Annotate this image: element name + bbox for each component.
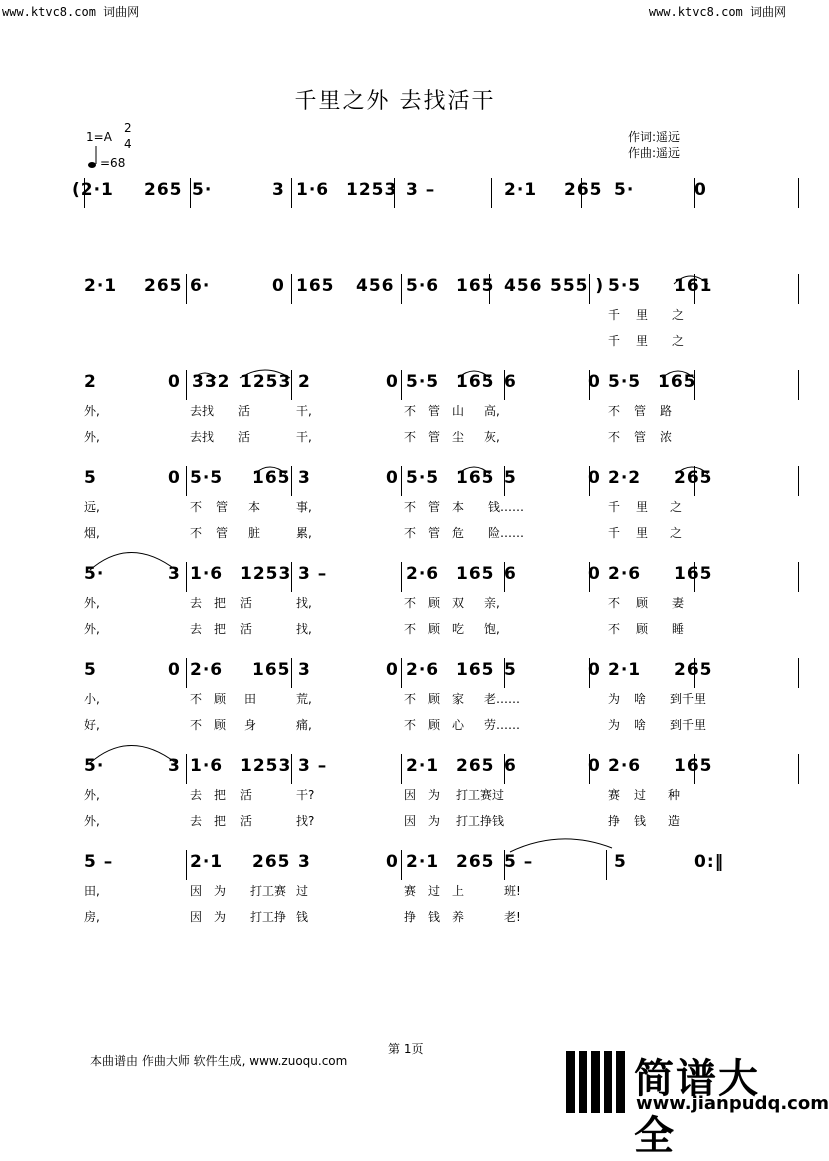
- lyric-syllable: 之: [672, 334, 685, 348]
- note-group: 2·1: [190, 852, 224, 872]
- note-group: 265: [674, 468, 713, 488]
- lyric-syllable: 打工赛: [250, 884, 287, 898]
- note-group: 5: [504, 468, 517, 488]
- lyric-syllable: 挣: [608, 814, 621, 828]
- lyric-syllable: 外,: [84, 404, 100, 418]
- note-group: (2·1: [72, 180, 114, 200]
- lyric-syllable: 管: [428, 500, 441, 514]
- lyric-syllable: 管: [216, 526, 229, 540]
- barline: [798, 274, 799, 304]
- lyric-syllable: 为: [428, 788, 441, 802]
- note-group: 265: [564, 180, 603, 200]
- barline: [798, 466, 799, 496]
- note-group: 0: [168, 468, 181, 488]
- note-group: 0: [386, 660, 399, 680]
- lyric-syllable: 因: [190, 884, 203, 898]
- note-group: 0: [386, 468, 399, 488]
- lyric-syllable: 顾: [214, 692, 227, 706]
- note-group: 5·5: [406, 372, 440, 392]
- note-group: 265: [456, 852, 495, 872]
- note-group: 265: [456, 756, 495, 776]
- lyric-syllable: 外,: [84, 430, 100, 444]
- slur-arc: [90, 746, 176, 764]
- lyric-syllable: 浓: [660, 430, 673, 444]
- lyric-syllable: 吃: [452, 622, 465, 636]
- lyric-syllable: 之: [670, 500, 683, 514]
- lyric-syllable: 家: [452, 692, 465, 706]
- lyric-syllable: 顾: [636, 622, 649, 636]
- note-group: 265: [144, 276, 183, 296]
- lyric-syllable: 活: [240, 814, 253, 828]
- lyric-syllable: 千: [608, 500, 621, 514]
- lyric-syllable: 去找: [190, 404, 215, 418]
- lyric-syllable: 不: [404, 526, 417, 540]
- lyricist-credit: 作词:遥远: [628, 130, 681, 144]
- lyric-syllable: 痛,: [296, 718, 312, 732]
- lyric-syllable: 钱: [296, 910, 309, 924]
- note-group: 2·1: [84, 276, 118, 296]
- time-denominator: 4: [124, 137, 132, 151]
- lyric-syllable: 外,: [84, 814, 100, 828]
- lyric-syllable: 本: [248, 500, 261, 514]
- lyric-syllable: 里: [636, 526, 649, 540]
- note-group: 165: [456, 372, 495, 392]
- note-group: 5·5: [406, 468, 440, 488]
- page-number: 第 1页: [388, 1042, 424, 1056]
- slur-arc: [194, 373, 216, 378]
- lyric-syllable: 打工挣钱: [456, 814, 505, 828]
- lyric-syllable: 老!: [504, 910, 521, 924]
- note-group: 165: [456, 564, 495, 584]
- note-group: 3: [168, 564, 181, 584]
- lyric-syllable: 管: [428, 526, 441, 540]
- lyric-syllable: 田,: [84, 884, 100, 898]
- slur-arc: [458, 467, 490, 474]
- lyric-syllable: 心: [452, 718, 465, 732]
- note-group: 5·6: [406, 276, 440, 296]
- note-group: 0: [588, 756, 601, 776]
- lyric-syllable: 身: [244, 718, 257, 732]
- note-group: 0: [694, 180, 707, 200]
- lyric-syllable: 不: [404, 622, 417, 636]
- note-group: 2·1: [406, 852, 440, 872]
- lyric-syllable: 上: [452, 884, 465, 898]
- note-group: 1·6: [190, 564, 224, 584]
- site-url-right[interactable]: www.ktvc8.com 词曲网: [648, 5, 786, 19]
- note-group: 5·: [192, 180, 213, 200]
- note-group: 2: [298, 372, 311, 392]
- note-group: 5: [84, 660, 97, 680]
- note-group: 165: [674, 564, 713, 584]
- note-group: 0: [588, 660, 601, 680]
- lyric-syllable: 啥: [634, 692, 647, 706]
- lyric-syllable: 管: [428, 430, 441, 444]
- lyric-syllable: 顾: [428, 718, 441, 732]
- note-group: 2·6: [406, 564, 440, 584]
- lyric-syllable: 因: [404, 788, 417, 802]
- lyric-syllable: 打工赛过: [456, 788, 505, 802]
- note-group: 3 –: [298, 756, 328, 776]
- lyric-syllable: 去: [190, 814, 203, 828]
- lyric-syllable: 顾: [428, 596, 441, 610]
- note-group: 555 ): [550, 276, 605, 296]
- lyric-syllable: 因: [190, 910, 203, 924]
- note-group: 2·6: [190, 660, 224, 680]
- note-group: 5·5: [608, 372, 642, 392]
- note-group: 3: [298, 852, 311, 872]
- lyric-syllable: 管: [634, 430, 647, 444]
- lyric-syllable: 啥: [634, 718, 647, 732]
- lyric-syllable: 挣: [404, 910, 417, 924]
- note-group: 5: [84, 468, 97, 488]
- note-group: 165: [252, 468, 291, 488]
- note-group: 0: [386, 372, 399, 392]
- lyric-syllable: 双: [452, 596, 465, 610]
- note-group: 2·6: [406, 660, 440, 680]
- lyric-syllable: 妻: [672, 596, 685, 610]
- note-group: 5·: [84, 564, 105, 584]
- lyric-syllable: 打工挣: [250, 910, 287, 924]
- lyric-syllable: 不: [404, 500, 417, 514]
- lyric-syllable: 去: [190, 596, 203, 610]
- barline: [798, 562, 799, 592]
- note-group: 332: [192, 372, 231, 392]
- lyric-syllable: 不: [404, 692, 417, 706]
- lyric-syllable: 过: [428, 884, 441, 898]
- slur-arc: [662, 371, 694, 378]
- lyric-syllable: 把: [214, 788, 227, 802]
- note-group: 3: [168, 756, 181, 776]
- lyric-syllable: 外,: [84, 596, 100, 610]
- note-group: 1253: [240, 564, 292, 584]
- lyric-syllable: 不: [608, 404, 621, 418]
- lyric-syllable: 饱,: [484, 622, 500, 636]
- lyric-syllable: 不: [608, 622, 621, 636]
- time-numerator: 2: [124, 121, 132, 135]
- logo-url[interactable]: www.jianpudq.com: [636, 1093, 829, 1114]
- lyric-syllable: 千: [608, 334, 621, 348]
- note-group: 265: [252, 852, 291, 872]
- lyric-syllable: 路: [660, 404, 673, 418]
- lyric-syllable: 去: [190, 788, 203, 802]
- lyric-syllable: 亲,: [484, 596, 500, 610]
- lyric-syllable: 管: [428, 404, 441, 418]
- note-group: 3: [298, 468, 311, 488]
- note-group: 1·6: [296, 180, 330, 200]
- note-group: 3 –: [406, 180, 436, 200]
- note-group: 165: [456, 468, 495, 488]
- lyric-syllable: 顾: [636, 596, 649, 610]
- lyric-syllable: 管: [634, 404, 647, 418]
- note-group: 161: [674, 276, 713, 296]
- lyric-syllable: 活: [240, 788, 253, 802]
- note-group: 6: [504, 564, 517, 584]
- lyric-syllable: 赛: [404, 884, 417, 898]
- lyric-syllable: 田: [244, 692, 257, 706]
- lyric-syllable: 去: [190, 622, 203, 636]
- note-group: 1253: [240, 756, 292, 776]
- note-group: 0: [588, 468, 601, 488]
- lyric-syllable: 里: [636, 308, 649, 322]
- lyric-syllable: 本: [452, 500, 465, 514]
- lyric-syllable: 找,: [296, 596, 312, 610]
- lyric-syllable: 危: [452, 526, 465, 540]
- note-group: 1253: [240, 372, 292, 392]
- note-group: 2·6: [608, 564, 642, 584]
- note-group: 165: [252, 660, 291, 680]
- piano-keys-icon: [566, 1049, 628, 1113]
- lyric-syllable: 不: [190, 692, 203, 706]
- lyric-syllable: 赛: [608, 788, 621, 802]
- slur-arc: [458, 371, 490, 378]
- slur-arc: [90, 553, 176, 571]
- lyric-syllable: 不: [404, 430, 417, 444]
- lyric-syllable: 钱: [428, 910, 441, 924]
- lyric-syllable: 顾: [214, 718, 227, 732]
- lyric-syllable: 找?: [296, 814, 315, 828]
- note-group: 2·6: [608, 756, 642, 776]
- lyric-syllable: 钱: [634, 814, 647, 828]
- lyric-syllable: 把: [214, 596, 227, 610]
- note-group: 6·: [190, 276, 211, 296]
- note-group: 456: [356, 276, 395, 296]
- note-group: 165: [456, 276, 495, 296]
- lyric-syllable: 外,: [84, 788, 100, 802]
- barline: [798, 370, 799, 400]
- lyric-syllable: 养: [452, 910, 465, 924]
- lyric-syllable: 千: [608, 526, 621, 540]
- note-group: 5 –: [504, 852, 534, 872]
- note-group: 0: [272, 276, 285, 296]
- key-signature: 1=A: [86, 130, 112, 144]
- note-group: 5·5: [608, 276, 642, 296]
- lyric-syllable: 烟,: [84, 526, 100, 540]
- lyric-syllable: 不: [190, 718, 203, 732]
- note-group: 0: [168, 660, 181, 680]
- lyric-syllable: 为: [608, 718, 621, 732]
- lyric-syllable: 造: [668, 814, 681, 828]
- lyric-syllable: 去找: [190, 430, 215, 444]
- note-group: 265: [144, 180, 183, 200]
- note-group: 3 –: [298, 564, 328, 584]
- lyric-syllable: 劳……: [484, 718, 521, 732]
- note-group: 456: [504, 276, 543, 296]
- lyric-syllable: 钱……: [488, 500, 525, 514]
- lyric-syllable: 找,: [296, 622, 312, 636]
- note-group: 2: [84, 372, 97, 392]
- lyric-syllable: 脏: [248, 526, 261, 540]
- note-group: 2·1: [406, 756, 440, 776]
- barline: [798, 754, 799, 784]
- lyric-syllable: 小,: [84, 692, 100, 706]
- lyric-syllable: 因: [404, 814, 417, 828]
- lyric-syllable: 活: [238, 430, 251, 444]
- lyric-syllable: 房,: [84, 910, 100, 924]
- lyric-syllable: 累,: [296, 526, 312, 540]
- tempo-marking: =68: [100, 156, 126, 170]
- note-group: 265: [674, 660, 713, 680]
- slur-arc: [510, 839, 612, 852]
- lyric-syllable: 远,: [84, 500, 100, 514]
- lyric-syllable: 不: [404, 404, 417, 418]
- slur-arc: [676, 467, 708, 474]
- note-group: 5: [614, 852, 627, 872]
- slur-arc: [240, 370, 290, 378]
- lyric-syllable: 活: [240, 596, 253, 610]
- lyric-syllable: 过: [296, 884, 309, 898]
- lyric-syllable: 好,: [84, 718, 100, 732]
- lyric-syllable: 老……: [484, 692, 521, 706]
- barline: [798, 658, 799, 688]
- note-group: 165: [296, 276, 335, 296]
- lyric-syllable: 管: [216, 500, 229, 514]
- lyric-syllable: 不: [190, 526, 203, 540]
- lyric-syllable: 之: [672, 308, 685, 322]
- lyric-syllable: 荒,: [296, 692, 312, 706]
- lyric-syllable: 里: [636, 334, 649, 348]
- lyric-syllable: 高,: [484, 404, 500, 418]
- lyric-syllable: 不: [404, 718, 417, 732]
- lyric-syllable: 为: [214, 910, 227, 924]
- lyric-syllable: 里: [636, 500, 649, 514]
- note-group: 3: [298, 660, 311, 680]
- lyric-syllable: 事,: [296, 500, 312, 514]
- lyric-syllable: 到千里: [670, 692, 707, 706]
- note-group: 0: [588, 372, 601, 392]
- note-group: 0: [588, 564, 601, 584]
- note-group: 0: [168, 372, 181, 392]
- lyric-syllable: 种: [668, 788, 681, 802]
- lyric-syllable: 顾: [428, 692, 441, 706]
- note-group: 165: [674, 756, 713, 776]
- note-group: 165: [658, 372, 697, 392]
- note-group: 6: [504, 756, 517, 776]
- note-group: 3: [272, 180, 285, 200]
- lyric-syllable: 干,: [296, 404, 312, 418]
- lyric-syllable: 睡: [672, 622, 685, 636]
- lyric-syllable: 山: [452, 404, 465, 418]
- lyric-syllable: 尘: [452, 430, 465, 444]
- lyric-syllable: 千: [608, 308, 621, 322]
- generator-note: 本曲谱由 作曲大师 软件生成, www.zuoqu.com: [90, 1054, 348, 1068]
- slur-arc: [674, 276, 708, 284]
- slur-arc: [254, 467, 286, 474]
- lyric-syllable: 过: [634, 788, 647, 802]
- lyric-syllable: 灰,: [484, 430, 500, 444]
- lyric-syllable: 为: [608, 692, 621, 706]
- note-group: 6: [504, 372, 517, 392]
- lyric-syllable: 外,: [84, 622, 100, 636]
- lyric-syllable: 干?: [296, 788, 315, 802]
- note-group: 5·: [84, 756, 105, 776]
- composer-credit: 作曲:遥远: [628, 146, 681, 160]
- site-url-left[interactable]: www.ktvc8.com 词曲网: [2, 5, 140, 19]
- lyric-syllable: 班!: [504, 884, 521, 898]
- lyric-syllable: 活: [238, 404, 251, 418]
- note-group: 0:‖: [694, 852, 725, 872]
- barline: [798, 178, 799, 208]
- lyric-syllable: 把: [214, 622, 227, 636]
- lyric-syllable: 不: [608, 430, 621, 444]
- lyric-syllable: 为: [428, 814, 441, 828]
- note-group: 5: [504, 660, 517, 680]
- lyric-syllable: 为: [214, 884, 227, 898]
- note-group: 2·1: [608, 660, 642, 680]
- lyric-syllable: 险……: [488, 526, 525, 540]
- note-group: 5 –: [84, 852, 114, 872]
- lyric-syllable: 把: [214, 814, 227, 828]
- song-title: 千里之外 去找活干: [294, 89, 496, 114]
- note-group: 2·2: [608, 468, 642, 488]
- note-group: 2·1: [504, 180, 538, 200]
- logo-title: 简谱大全: [634, 1056, 760, 1159]
- note-group: 0: [386, 852, 399, 872]
- note-group: 165: [456, 660, 495, 680]
- lyric-syllable: 之: [670, 526, 683, 540]
- lyric-syllable: 顾: [428, 622, 441, 636]
- note-group: 1253: [346, 180, 398, 200]
- note-group: 5·5: [190, 468, 224, 488]
- lyric-syllable: 不: [608, 596, 621, 610]
- lyric-syllable: 活: [240, 622, 253, 636]
- lyric-syllable: 不: [404, 596, 417, 610]
- note-group: 5·: [614, 180, 635, 200]
- lyric-syllable: 干,: [296, 430, 312, 444]
- lyric-syllable: 到千里: [670, 718, 707, 732]
- note-group: 1·6: [190, 756, 224, 776]
- lyric-syllable: 不: [190, 500, 203, 514]
